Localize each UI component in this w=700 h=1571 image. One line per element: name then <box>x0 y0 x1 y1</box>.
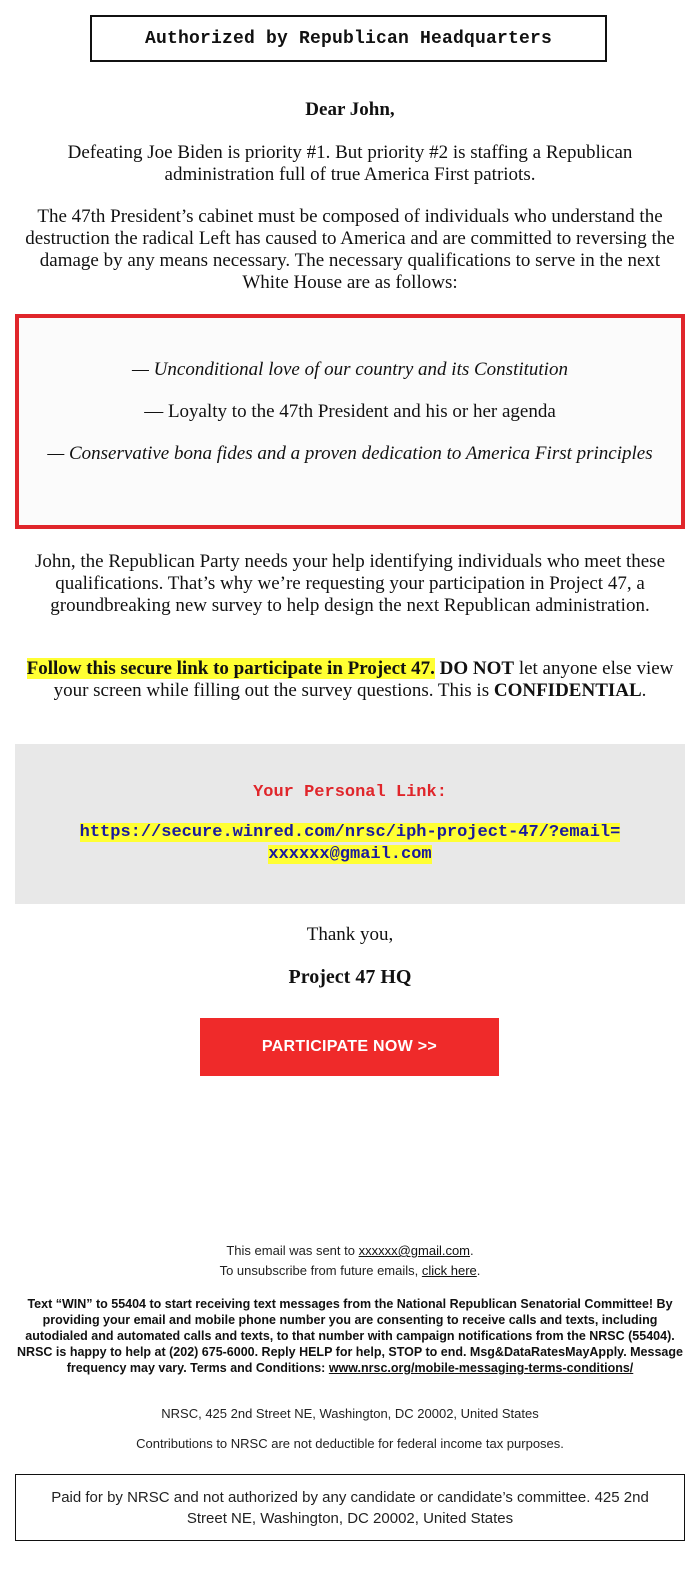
do-not-text: DO NOT <box>439 658 515 679</box>
sent-to-suffix: . <box>470 1243 474 1258</box>
paragraph-priorities: Defeating Joe Biden is priority #1. But priority #2 is staffing a Republican administration full of true America First patriots. <box>67 142 633 185</box>
personal-link-box <box>15 744 685 904</box>
personal-link-url[interactable] <box>75 822 625 866</box>
qualification-item: — Loyalty to the 47th President and his or her agenda <box>144 401 556 422</box>
paragraph-project-47: John, the Republican Party needs your help identifying individuals who meet these qualifications. That’s why we’re requesting your participation in Project 47, a groundbreaking new survey to help design the next Republican administration. <box>34 551 666 616</box>
qualification-item: — Unconditional love of our country and its Constitution <box>132 359 568 380</box>
confidential-text: CONFIDENTIAL <box>493 680 642 701</box>
sms-disclaimer-text: Text “WIN” to 55404 to start receiving text messages from the National Republican Senatorial Committee! By providing your email and mobile phone number you are consenting to receive calls and texts, including autodialed and automated calls and texts, to that number with campaign notifications from the NRSC (55404). NRSC is happy to help at (202) 675-6000. Reply HELP for help, STOP to end. Msg&DataRatesMayApply. Message frequency may vary. Terms and Conditions: <box>17 1297 683 1375</box>
sms-disclaimer <box>15 1296 685 1376</box>
paid-for-disclaimer <box>15 1474 685 1541</box>
unsubscribe-link[interactable]: click here <box>421 1263 477 1278</box>
signoff: Project 47 HQ <box>288 966 412 988</box>
deductible-notice: Contributions to NRSC are not deductible for federal income tax purposes. <box>136 1436 564 1451</box>
sent-to-line <box>15 1243 685 1259</box>
greeting: Dear John, <box>305 99 395 120</box>
qualifications-box <box>15 314 685 529</box>
unsubscribe-line <box>15 1263 685 1279</box>
paragraph-secure-link <box>15 658 685 702</box>
authorized-banner <box>90 15 607 62</box>
recipient-email-link[interactable]: xxxxxx@gmail.com <box>358 1243 471 1258</box>
period-text: . <box>641 680 647 701</box>
sms-terms-link[interactable]: www.nrsc.org/mobile-messaging-terms-conditions/ <box>328 1361 634 1375</box>
personal-link-url-text[interactable]: https://secure.winred.com/nrsc/iph-project-47/?email=xxxxxx@gmail.com <box>79 823 621 864</box>
authorized-text: Authorized by Republican Headquarters <box>144 28 553 49</box>
thanks-text: Thank you, <box>306 924 394 945</box>
personal-link-label: Your Personal Link: <box>253 783 447 802</box>
sent-to-prefix: This email was sent to <box>226 1243 359 1258</box>
confidential-warning-text: let anyone else view your screen while filling out the survey questions. This is <box>53 658 674 701</box>
unsubscribe-suffix: . <box>476 1263 481 1278</box>
paid-for-text: Paid for by NRSC and not authorized by any candidate or candidate’s committee. 425 2nd Street NE, Washington, DC 20002, United States <box>51 1488 649 1527</box>
nrsc-address: NRSC, 425 2nd Street NE, Washington, DC 20002, United States <box>161 1406 539 1421</box>
qualification-item: — Conservative bona fides and a proven dedication to America First principles <box>47 443 653 464</box>
secure-link[interactable]: Follow this secure link to participate in Project 47. <box>26 658 435 679</box>
paragraph-cabinet: The 47th President’s cabinet must be composed of individuals who understand the destruction the radical Left has caused to America and are committed to reversing the damage by any means necessary. The necessary qualifications to serve in the next White House are as follows: <box>25 206 675 293</box>
participate-now-button[interactable]: PARTICIPATE NOW >> <box>200 1018 499 1076</box>
unsubscribe-prefix: To unsubscribe from future emails, <box>219 1263 422 1278</box>
